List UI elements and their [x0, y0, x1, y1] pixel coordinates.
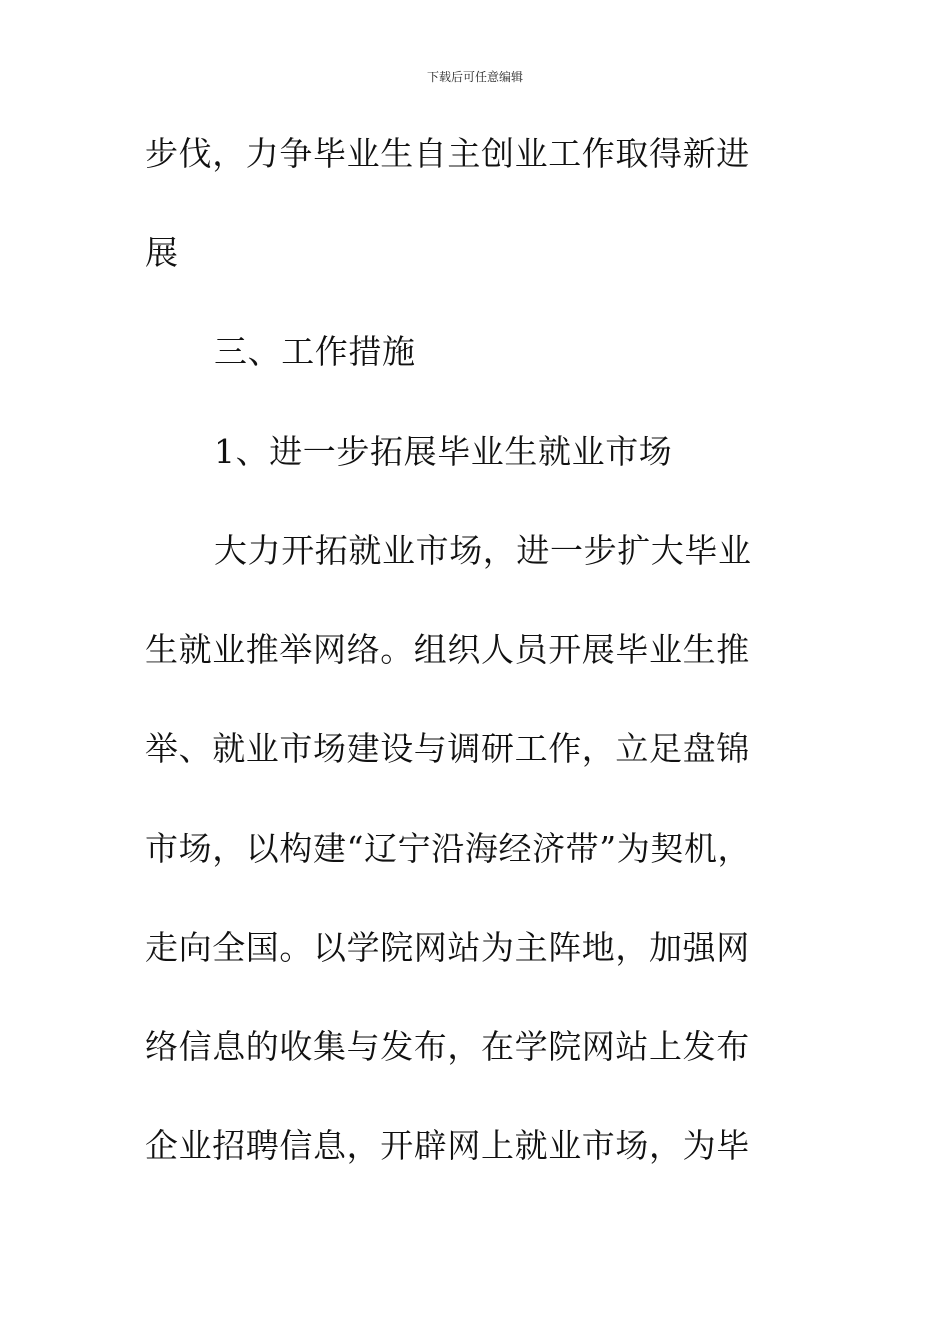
body-line-7: 举、就业市场建设与调研工作，立足盘锦	[145, 729, 750, 768]
body-line-10: 络信息的收集与发布，在学院网站上发布	[145, 1027, 750, 1066]
body-line-11: 企业招聘信息，开辟网上就业市场，为毕	[145, 1126, 750, 1165]
header-note: 下载后可任意编辑	[426, 70, 523, 84]
body-line-2: 展	[145, 233, 179, 272]
body-line-1: 步伐，力争毕业生自主创业工作取得新进	[145, 134, 750, 173]
body-line-6: 生就业推举网络。组织人员开展毕业生推	[145, 630, 750, 669]
subsection-heading: 1、进一步拓展毕业生就业市场	[214, 432, 673, 471]
body-line-5: 大力开拓就业市场，进一步扩大毕业	[214, 531, 752, 570]
body-line-9: 走向全国。以学院网站为主阵地，加强网	[145, 928, 750, 967]
body-line-8: 市场，以构建“辽宁沿海经济带”为契机，	[145, 829, 752, 868]
section-heading: 三、工作措施	[214, 332, 416, 371]
